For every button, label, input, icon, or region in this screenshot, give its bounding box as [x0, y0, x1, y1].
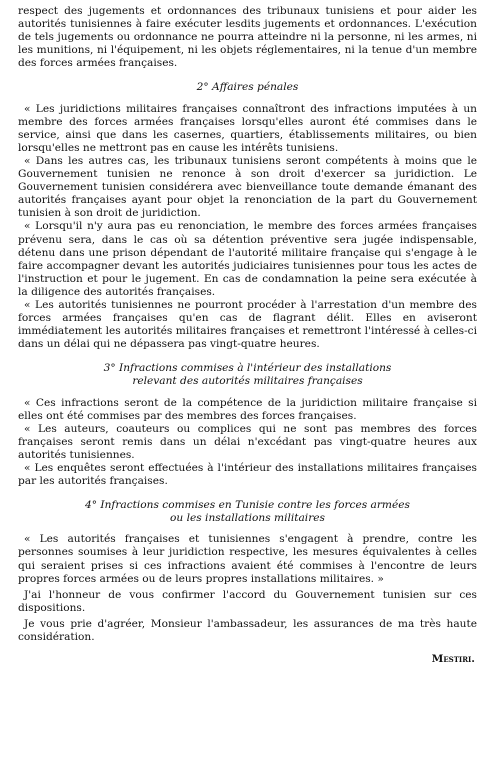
section-3-paragraph-1: « Ces infractions seront de la compétence de la juridiction militaire française si elles ont été commises par des membres des forces françaises.	[18, 396, 477, 422]
section-2-paragraph-3: « Lorsqu'il n'y aura pas eu renonciation, le membre des forces armées françaises prévenu sera, dans le cas où sa détention préventive sera jugée indispensable, détenu dans une prison dépendant de l'autorité militaire française qui s'engage à le faire accompagner devant les autorités judiciaires tunisiennes pour tous les actes de l'instruction et pour le jugement. En cas de condamnation la peine sera exécutée à la diligence des autorités françaises.	[18, 220, 477, 298]
section-2-paragraph-4: « Les autorités tunisiennes ne pourront procéder à l'arrestation d'un membre des forces armées françaises qu'en cas de flagrant délit. Elles en aviseront immédiatement les autorités militaires françaises et remettront l'intéressé à celles-ci dans un délai qui ne dépassera pas vingt-quatre heures.	[18, 298, 477, 351]
section-2-heading: 2° Affaires pénales	[196, 81, 299, 94]
section-2-paragraph-2: « Dans les autres cas, les tribunaux tunisiens seront compétents à moins que le Gouvernement tunisien ne renonce à son droit d'exercer sa juridiction. Le Gouvernement tunisien considérera avec bienveillance toute demande émanant des autorités françaises ayant pour objet la renonciation de la part du Gouvernement tunisien à son droit de juridiction.	[18, 154, 477, 220]
section-4-paragraph-2: J'ai l'honneur de vous confirmer l'accord du Gouvernement tunisien sur ces dispositions.	[18, 588, 477, 614]
intro-paragraph: respect des jugements et ordonnances des tribunaux tunisiens et pour aider les autorités tunisiennes à faire exécuter lesdits jugements et ordonnances. L'exécution de tels jugements ou ordonnance ne pourra atteindre ni la personne, ni les armes, ni les munitions, ni l'équipement, ni les objets réglementaires, ni la tenue d'un membre des forces armées françaises.	[18, 5, 477, 70]
section-3-paragraph-2: « Les auteurs, coauteurs ou complices qui ne sont pas membres des forces françaises seront remis dans un délai n'excédant pas vingt-quatre heures aux autorités tunisiennes.	[18, 422, 477, 461]
section-3-heading-line-2: relevant des autorités militaires françaises	[132, 375, 363, 388]
section-2-paragraph-1: « Les juridictions militaires françaises connaîtront des infractions imputées à un membre des forces armées françaises lorsqu'elles auront été commises dans le service, ainsi que dans les casernes, quartiers, établissements militaires, ou bien lorsqu'elles ne mettront pas en cause les intérêts tunisiens.	[18, 102, 477, 154]
section-4-heading-line-2: ou les installations militaires	[170, 512, 325, 525]
closing-paragraph: Je vous prie d'agréer, Monsieur l'ambassadeur, les assurances de ma très haute considération.	[18, 617, 477, 644]
section-3-paragraph-3: « Les enquêtes seront effectuées à l'intérieur des installations militaires françaises par les autorités françaises.	[18, 462, 477, 488]
section-3-heading-line-1: 3° Infractions commises à l'intérieur des installations	[103, 362, 392, 375]
section-4-paragraph-1: « Les autorités françaises et tunisiennes s'engagent à prendre, contre les personnes soumises à leur juridiction respective, les mesures équivalentes à celles qui seraient prises si ces infractions avaient été commises à l'encontre de leurs propres forces armées ou de leurs propres installations militaires. »	[18, 533, 477, 585]
section-3-heading	[18, 362, 477, 388]
section-4-heading-line-1: 4° Infractions commises en Tunisie contre les forces armées	[85, 499, 410, 512]
signature: Mestiri.	[431, 653, 475, 666]
section-4-heading	[18, 499, 477, 525]
